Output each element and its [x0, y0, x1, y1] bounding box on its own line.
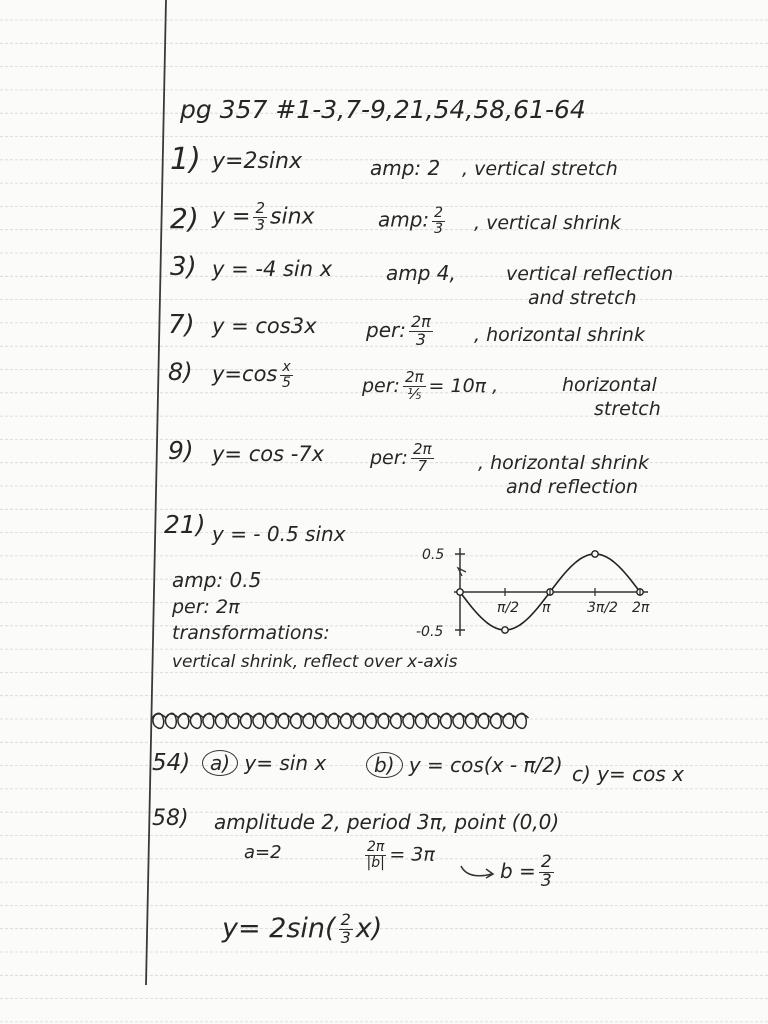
- problem-54-part-b: [366, 752, 563, 778]
- problem-7-number: 7): [168, 310, 195, 340]
- problem-54-part-a: [202, 750, 326, 776]
- problem-21-transformations: vertical shrink, reflect over x-axis: [172, 652, 458, 672]
- problem-3-description: vertical reflection: [506, 263, 674, 285]
- problem-8-period: per: $\frac{2\pi}{\text{⅕}}$ = 10π ,: [362, 368, 499, 403]
- problem-54-b-circle: b): [366, 752, 403, 778]
- problem-1-equation: y=2sinx: [212, 149, 302, 174]
- problem-1-amplitude: amp: 2: [370, 156, 441, 180]
- problem-1-number: 1): [170, 142, 201, 177]
- problem-21-period: per: 2π: [172, 596, 240, 618]
- data-point: [592, 551, 598, 557]
- problem-58-a-equation: a=2: [244, 842, 282, 863]
- problem-7-equation: y = cos3x: [212, 314, 317, 338]
- x-tick-label: π/2: [497, 600, 520, 616]
- x-tick-label: 2π: [632, 600, 650, 616]
- problem-21-number: 21): [164, 510, 206, 539]
- curve-arrow-left: [458, 568, 466, 576]
- problem-58-b-result: b = $\frac{2}{3}$: [500, 852, 552, 891]
- data-point: [457, 589, 463, 595]
- problem-2-number: 2): [170, 202, 199, 235]
- problem-8-equation: y=cos $\frac{x}{5}$: [212, 359, 291, 391]
- problem-3-number: 3): [170, 252, 197, 282]
- problem-54-a-circle: a): [202, 750, 238, 776]
- sine-graph: [416, 542, 680, 642]
- problem-54-b-equation: y = cos(x - π/2): [408, 753, 563, 777]
- problem-3-equation: y = -4 sin x: [212, 257, 333, 281]
- x-tick-label: π: [542, 600, 551, 616]
- problem-2-description: , vertical shrink: [474, 212, 622, 234]
- problem-7-description: , horizontal shrink: [474, 324, 645, 346]
- problem-21-amplitude: amp: 0.5: [172, 568, 262, 592]
- problem-7-period: per: $\frac{2\pi}{3}$: [366, 312, 431, 349]
- x-tick-label: 3π/2: [587, 600, 618, 616]
- problem-8-number: 8): [168, 358, 193, 386]
- problem-21-transformations-label: transformations:: [172, 622, 330, 644]
- problem-58-number: 58): [152, 806, 189, 831]
- arrow-icon: [458, 860, 498, 884]
- problem-58-given: amplitude 2, period 3π, point (0,0): [214, 810, 560, 834]
- problem-58-final-equation: y= 2sin( $\frac{2}{3}$ x): [222, 910, 383, 947]
- problem-8-description-line2: stretch: [594, 398, 661, 420]
- problem-9-equation: y= cos -7x: [212, 442, 325, 466]
- scribbled-out-text: [148, 698, 538, 738]
- problem-58-b-work: $\frac{2\pi}{|b|}$ = 3π: [366, 839, 435, 871]
- problem-21-equation: y = - 0.5 sinx: [212, 522, 346, 546]
- problem-54-number: 54): [152, 750, 191, 776]
- problem-54-part-c: c) y= cos x: [572, 762, 684, 786]
- problem-2-equation: y = $\frac{2}{3}$ sinx: [212, 199, 315, 234]
- problem-9-description: , horizontal shrink: [478, 452, 649, 474]
- problem-8-description: horizontal: [562, 374, 657, 396]
- problem-9-number: 9): [168, 436, 194, 465]
- problem-3-amplitude: amp 4,: [386, 261, 456, 285]
- problem-2-amplitude: amp: $\frac{2}{3}$: [378, 205, 444, 237]
- assignment-header: pg 357 #1-3,7-9,21,54,58,61-64: [180, 95, 586, 124]
- y-tick-label-top: 0.5: [422, 547, 445, 563]
- problem-9-period: per: $\frac{2\pi}{7}$: [370, 440, 432, 475]
- problem-3-description-line2: and stretch: [528, 287, 637, 309]
- data-point: [502, 627, 508, 633]
- y-tick-label-bottom: -0.5: [416, 624, 444, 640]
- problem-54-a-equation: y= sin x: [244, 751, 327, 775]
- problem-1-description: , vertical stretch: [462, 158, 618, 180]
- problem-9-description-line2: and reflection: [506, 476, 639, 498]
